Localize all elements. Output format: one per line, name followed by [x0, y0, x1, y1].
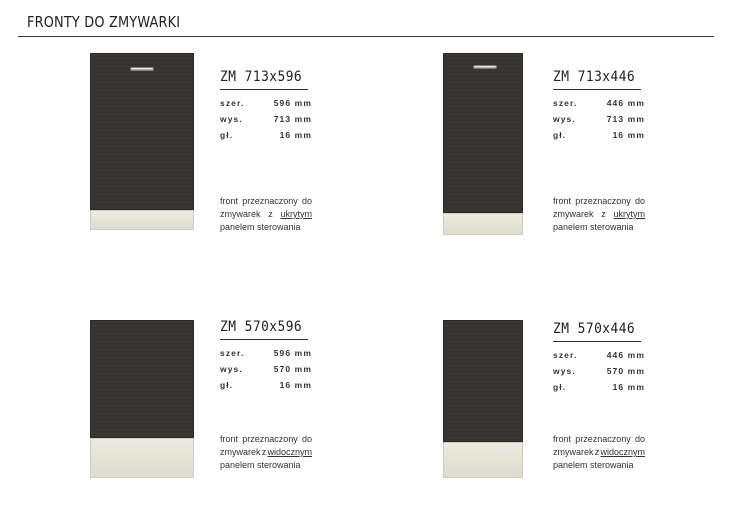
product-description: front przeznaczony do zmywarek z ukrytym panelem sterowania: [220, 196, 312, 232]
handle-icon: [473, 65, 497, 69]
product-description: front przeznaczony do zmywarek z widocznym panelem sterowania: [553, 434, 645, 470]
product-description: front przeznaczony do zmywarek z ukrytym panelem sterowania: [553, 196, 645, 232]
code-underline: [553, 89, 641, 90]
panel-type: ukrytym: [613, 209, 645, 219]
spec-width: szer. 446 mm: [553, 98, 645, 108]
spec-depth: gł. 16 mm: [553, 130, 645, 140]
spec-height: wys. 713 mm: [220, 114, 312, 124]
cabinet-front-image: [443, 320, 523, 478]
spec-height: wys. 570 mm: [220, 364, 312, 374]
spec-depth: gł. 16 mm: [220, 130, 312, 140]
plinth-panel: [443, 442, 523, 478]
product-code: ZM 570x596: [220, 319, 303, 335]
front-panel: [443, 53, 523, 213]
product-description: front przeznaczony do zmywarek z widocznym panelem sterowania: [220, 434, 312, 470]
title-divider: [18, 36, 714, 37]
product-code: ZM 713x446: [553, 69, 636, 85]
code-underline: [220, 339, 308, 340]
spec-width: szer. 596 mm: [220, 98, 312, 108]
spec-list: [553, 98, 648, 146]
front-panel: [90, 320, 194, 438]
code-underline: [553, 341, 641, 342]
cabinet-front-image: [90, 320, 194, 478]
spec-list: [553, 350, 648, 398]
front-panel: [443, 320, 523, 442]
cabinet-front-image: [443, 53, 523, 235]
panel-type: widocznym: [267, 447, 312, 457]
plinth-panel: [443, 213, 523, 235]
cabinet-front-image: [90, 53, 194, 230]
product-code: ZM 713x596: [220, 69, 303, 85]
spec-height: wys. 713 mm: [553, 114, 645, 124]
product-info: [220, 68, 315, 146]
spec-width: szer. 596 mm: [220, 348, 312, 358]
panel-type: widocznym: [600, 447, 645, 457]
product-info: [220, 318, 315, 396]
product-info: [553, 68, 648, 146]
code-underline: [220, 89, 308, 90]
panel-type: ukrytym: [280, 209, 312, 219]
product-info: [553, 320, 648, 398]
spec-depth: gł. 16 mm: [553, 382, 645, 392]
spec-list: [220, 98, 315, 146]
product-code: ZM 570x446: [553, 321, 636, 337]
spec-width: szer. 446 mm: [553, 350, 645, 360]
front-panel: [90, 53, 194, 210]
page-title: FRONTY DO ZMYWARKI: [27, 13, 181, 31]
plinth-panel: [90, 210, 194, 230]
spec-list: [220, 348, 315, 396]
spec-height: wys. 570 mm: [553, 366, 645, 376]
handle-icon: [130, 67, 154, 71]
spec-depth: gł. 16 mm: [220, 380, 312, 390]
plinth-panel: [90, 438, 194, 478]
